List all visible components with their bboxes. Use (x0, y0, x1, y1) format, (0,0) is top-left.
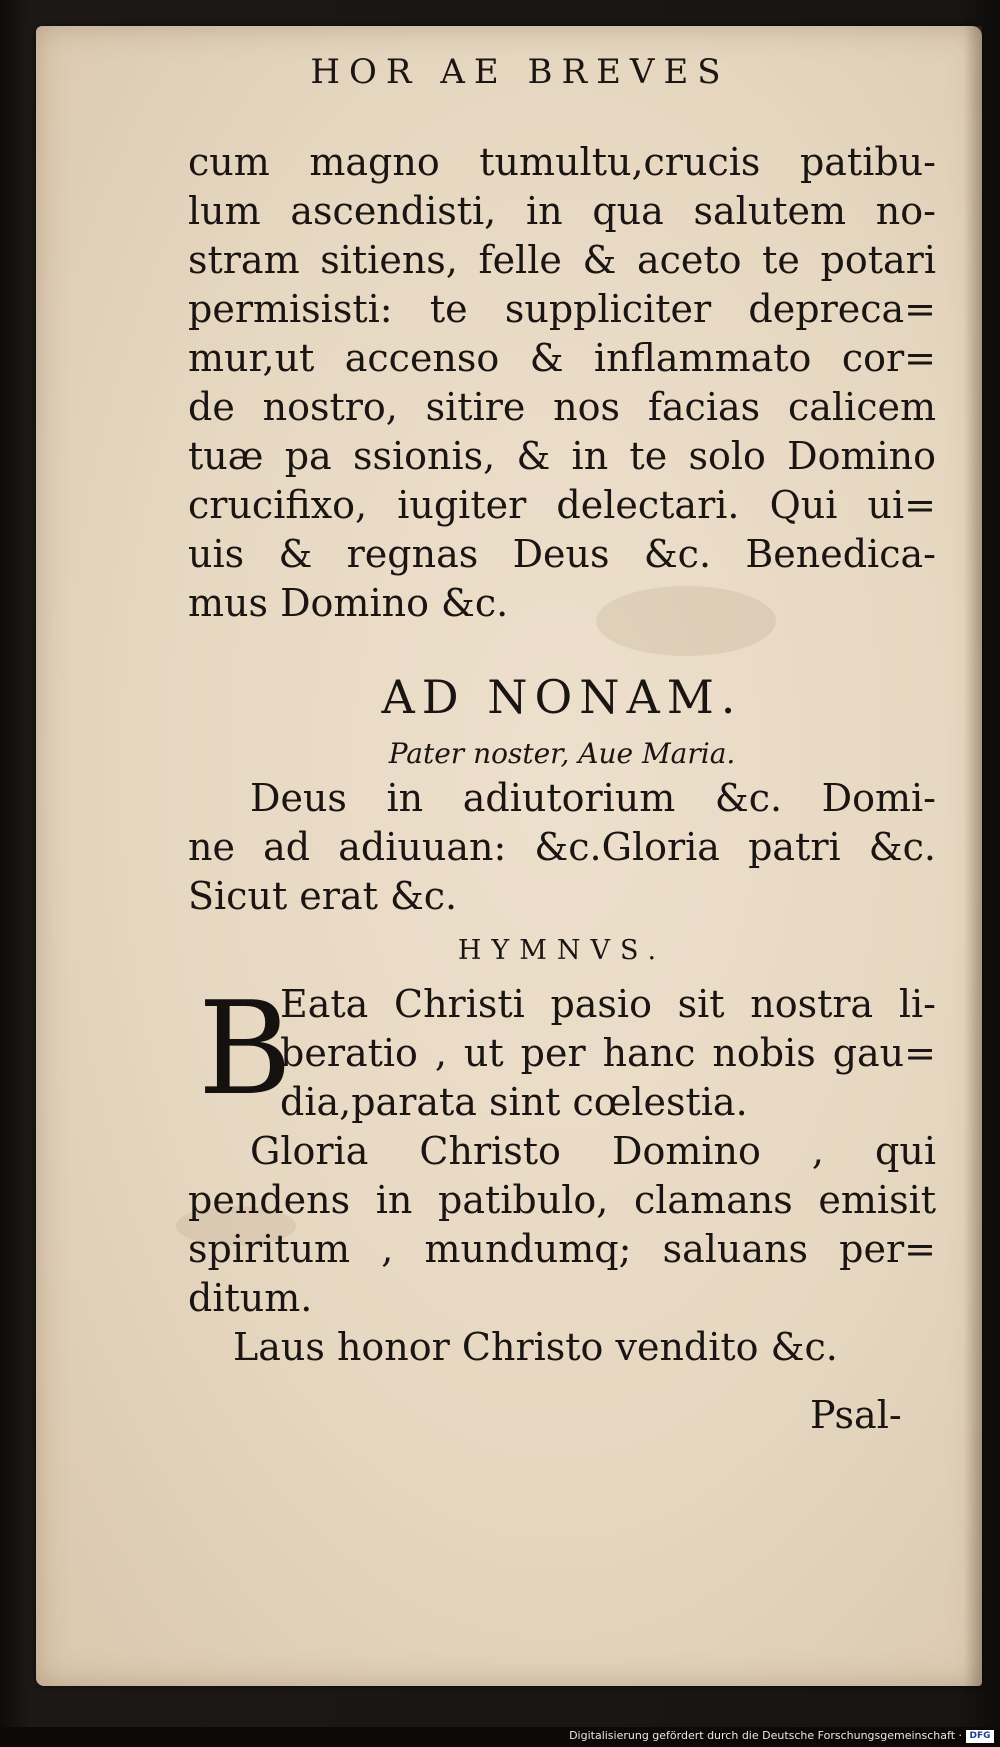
text-line: Sicut erat &c. (188, 874, 458, 918)
drop-capital: B (198, 975, 293, 1124)
text-line: ditum. (188, 1276, 313, 1320)
text-line: spiritum , mundumq; saluans per= (188, 1227, 936, 1271)
text-line: mus Domino &c. (188, 581, 509, 625)
body-text-hymn (188, 975, 936, 1372)
body-text-top (188, 138, 936, 628)
section-title: AD NONAM. (381, 670, 743, 724)
dfg-logo: DFG (966, 1730, 994, 1743)
footer-credit: Digitalisierung gefördert durch die Deutsche Forschungsgemeinschaft · (569, 1729, 962, 1742)
text-line: mur,ut accenso & inflammato cor= (188, 336, 936, 380)
text-line: lum ascendisti, in qua salutem no- (188, 189, 936, 233)
text-line: cum magno tumultu,crucis patibu- (188, 140, 936, 184)
text-line: Laus honor Christo vendito &c. (233, 1325, 838, 1369)
text-line: uis & regnas Deus &c. Benedica- (188, 532, 936, 576)
text-line: permisisti: te suppliciter depreca= (188, 287, 936, 331)
text-line: de nostro, sitire nos facias calicem (188, 385, 936, 429)
text-line: Gloria Christo Domino , qui (250, 1129, 936, 1173)
section-subtitle: Pater noster, Aue Maria. (388, 737, 736, 770)
digitization-footer (0, 1727, 1000, 1747)
page-edge-shadow (964, 26, 982, 1686)
hymn-title: HYMNVS. (457, 935, 667, 966)
text-line: pendens in patibulo, clamans emisit (188, 1178, 936, 1222)
text-line: Eata Christi pasio sit nostra li- (280, 982, 936, 1026)
text-line: Deus in adiutorium &c. Domi- (250, 776, 936, 820)
text-line: stram sitiens, felle & aceto te potari (188, 238, 936, 282)
body-text-mid (188, 774, 936, 921)
running-header: HOR AE BREVES (310, 52, 730, 92)
text-line: tuæ pa ssionis, & in te solo Domino (188, 434, 936, 478)
text-line: crucifixo, iugiter delectari. Qui ui= (188, 483, 936, 527)
text-line: dia,parata sint cœlestia. (280, 1080, 748, 1124)
text-line: beratio , ut per hanc nobis gau= (280, 1031, 936, 1075)
catchword: Psal- (810, 1393, 902, 1437)
text-line: ne ad adiuuan: &c.Gloria patri &c. (188, 825, 936, 869)
